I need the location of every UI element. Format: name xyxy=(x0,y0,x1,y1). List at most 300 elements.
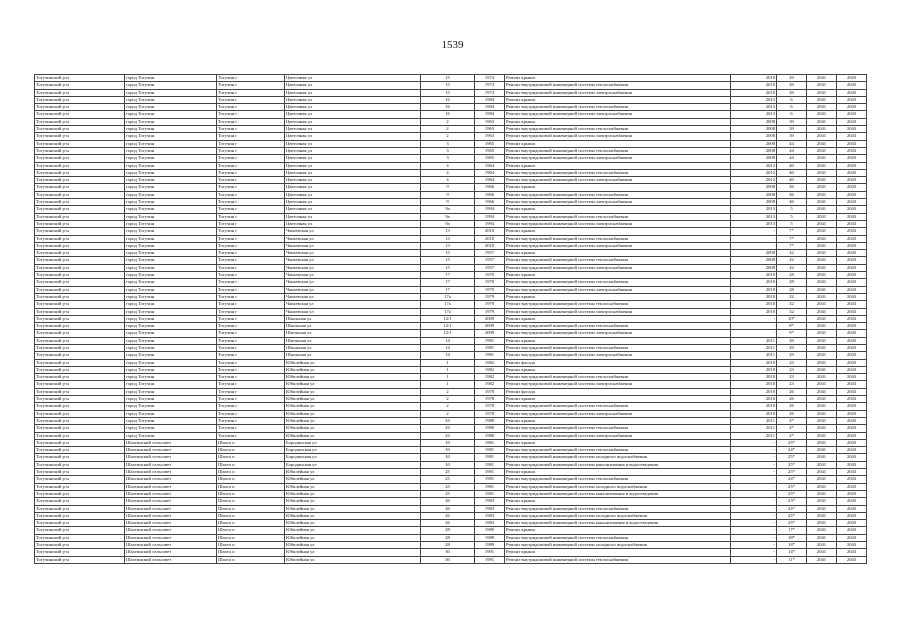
cell-build-year: 1957 xyxy=(475,257,505,264)
cell-locality: Шахта п xyxy=(217,447,285,454)
table-row xyxy=(35,549,867,556)
cell-plan-start-year: 2041 xyxy=(807,315,837,322)
cell-build-year: 1974 xyxy=(475,89,505,96)
cell-district: Тогучинский р-н xyxy=(35,126,125,133)
table-row xyxy=(35,366,867,373)
cell-district: Тогучинский р-н xyxy=(35,140,125,147)
cell-last-repair-year: - xyxy=(731,461,777,468)
cell-plan-end-year: 2043 xyxy=(837,366,867,373)
cell-plan-start-year: 2041 xyxy=(807,272,837,279)
cell-locality: Тогучин г xyxy=(217,432,285,439)
cell-plan-end-year: 2043 xyxy=(837,534,867,541)
table-body xyxy=(35,75,867,564)
cell-build-year: 1994 xyxy=(475,213,505,220)
cell-work-type: Ремонт фасада xyxy=(505,359,731,366)
cell-wear-percent: 26 xyxy=(777,396,807,403)
cell-plan-start-year: 2041 xyxy=(807,191,837,198)
cell-plan-end-year: 2043 xyxy=(837,264,867,271)
cell-locality: Тогучин г xyxy=(217,177,285,184)
cell-municipality: Шахтинский сельсовет xyxy=(125,439,217,446)
cell-build-year: 1989 xyxy=(475,542,505,549)
cell-plan-end-year: 2043 xyxy=(837,96,867,103)
cell-last-repair-year: 2013 xyxy=(731,96,777,103)
cell-municipality: город Тогучин xyxy=(125,118,217,125)
cell-district: Тогучинский р-н xyxy=(35,425,125,432)
cell-plan-start-year: 2041 xyxy=(807,169,837,176)
cell-plan-start-year: 2041 xyxy=(807,96,837,103)
table-row xyxy=(35,308,867,315)
cell-work-type: Ремонт крыши xyxy=(505,184,731,191)
repair-schedule-table xyxy=(34,74,867,564)
cell-wear-percent: 29 xyxy=(777,75,807,82)
cell-plan-start-year: 2041 xyxy=(807,220,837,227)
cell-street: Юбилейная ул xyxy=(285,396,421,403)
cell-work-type: Ремонт крыши xyxy=(505,162,731,169)
cell-build-year: 2009 xyxy=(475,330,505,337)
cell-last-repair-year: 2010 xyxy=(731,272,777,279)
cell-district: Тогучинский р-н xyxy=(35,220,125,227)
cell-locality: Тогучин г xyxy=(217,403,285,410)
cell-district: Тогучинский р-н xyxy=(35,505,125,512)
table-row xyxy=(35,396,867,403)
cell-plan-start-year: 2041 xyxy=(807,133,837,140)
cell-municipality: город Тогучин xyxy=(125,381,217,388)
cell-plan-start-year: 2041 xyxy=(807,410,837,417)
cell-last-repair-year: - xyxy=(731,505,777,512)
cell-district: Тогучинский р-н xyxy=(35,293,125,300)
cell-work-type: Ремонт внутридомовой инженерной системы электроснабжения xyxy=(505,155,731,162)
cell-municipality: Шахтинский сельсовет xyxy=(125,542,217,549)
cell-street: Цветочная ул xyxy=(285,75,421,82)
cell-wear-percent: 24* xyxy=(777,447,807,454)
cell-plan-end-year: 2043 xyxy=(837,469,867,476)
cell-work-type: Ремонт крыши xyxy=(505,527,731,534)
table-row xyxy=(35,417,867,424)
table-row xyxy=(35,534,867,541)
table-row xyxy=(35,410,867,417)
cell-wear-percent: 25* xyxy=(777,461,807,468)
cell-house-number: 3 xyxy=(421,147,475,154)
cell-wear-percent: 44 xyxy=(777,140,807,147)
cell-district: Тогучинский р-н xyxy=(35,82,125,89)
cell-locality: Тогучин г xyxy=(217,75,285,82)
cell-plan-end-year: 2043 xyxy=(837,89,867,96)
cell-locality: Шахта п xyxy=(217,512,285,519)
table-row xyxy=(35,133,867,140)
cell-plan-start-year: 2041 xyxy=(807,469,837,476)
cell-district: Тогучинский р-н xyxy=(35,147,125,154)
cell-work-type: Ремонт внутридомовой инженерной системы теплоснабжения xyxy=(505,235,731,242)
cell-locality: Шахта п xyxy=(217,549,285,556)
cell-street: Цветочная ул xyxy=(285,199,421,206)
cell-municipality: город Тогучин xyxy=(125,388,217,395)
cell-municipality: город Тогучин xyxy=(125,96,217,103)
cell-wear-percent: 46 xyxy=(777,191,807,198)
cell-district: Тогучинский р-н xyxy=(35,381,125,388)
cell-street: Цветочная ул xyxy=(285,184,421,191)
cell-plan-end-year: 2043 xyxy=(837,184,867,191)
cell-wear-percent: 2* xyxy=(777,432,807,439)
cell-plan-end-year: 2043 xyxy=(837,279,867,286)
cell-municipality: город Тогучин xyxy=(125,235,217,242)
cell-build-year: 1983 xyxy=(475,520,505,527)
cell-municipality: город Тогучин xyxy=(125,293,217,300)
cell-locality: Тогучин г xyxy=(217,133,285,140)
cell-work-type: Ремонт внутридомовой инженерной системы электроснабжения xyxy=(505,352,731,359)
table-row xyxy=(35,279,867,286)
cell-locality: Тогучин г xyxy=(217,381,285,388)
cell-work-type: Ремонт крыши xyxy=(505,469,731,476)
cell-wear-percent: 44 xyxy=(777,155,807,162)
cell-street: Цветочная ул xyxy=(285,220,421,227)
cell-locality: Тогучин г xyxy=(217,279,285,286)
cell-house-number: 25 xyxy=(421,483,475,490)
cell-locality: Тогучин г xyxy=(217,396,285,403)
cell-district: Тогучинский р-н xyxy=(35,366,125,373)
cell-district: Тогучинский р-н xyxy=(35,439,125,446)
cell-plan-start-year: 2041 xyxy=(807,534,837,541)
cell-house-number: 14 xyxy=(421,344,475,351)
table-row xyxy=(35,213,867,220)
cell-locality: Шахта п xyxy=(217,454,285,461)
cell-last-repair-year: 2008 xyxy=(731,133,777,140)
cell-work-type: Ремонт внутридомовой инженерной системы электроснабжения xyxy=(505,111,731,118)
cell-house-number: 25 xyxy=(421,469,475,476)
cell-district: Тогучинский р-н xyxy=(35,344,125,351)
cell-municipality: город Тогучин xyxy=(125,315,217,322)
cell-last-repair-year: 2010 xyxy=(731,374,777,381)
cell-work-type: Ремонт крыши xyxy=(505,366,731,373)
cell-plan-start-year: 2041 xyxy=(807,403,837,410)
cell-street: Школьная ул xyxy=(285,344,421,351)
cell-last-repair-year: 2010 xyxy=(731,301,777,308)
cell-build-year: 1981 xyxy=(475,352,505,359)
table-row xyxy=(35,75,867,82)
cell-district: Тогучинский р-н xyxy=(35,388,125,395)
cell-district: Тогучинский р-н xyxy=(35,191,125,198)
cell-plan-end-year: 2043 xyxy=(837,447,867,454)
cell-work-type: Ремонт крыши xyxy=(505,228,731,235)
cell-house-number: 9 xyxy=(421,191,475,198)
cell-house-number: 12/1 xyxy=(421,315,475,322)
cell-plan-start-year: 2041 xyxy=(807,184,837,191)
cell-last-repair-year: 2008 xyxy=(731,257,777,264)
cell-last-repair-year: 2010 xyxy=(731,381,777,388)
cell-wear-percent: 40 xyxy=(777,177,807,184)
cell-street: Цветочная ул xyxy=(285,140,421,147)
cell-work-type: Ремонт внутридомовой инженерной системы теплоснабжения xyxy=(505,279,731,286)
cell-last-repair-year: 2008 xyxy=(731,184,777,191)
cell-last-repair-year: - xyxy=(731,490,777,497)
cell-street: Юбилейная ул xyxy=(285,512,421,519)
cell-municipality: город Тогучин xyxy=(125,206,217,213)
cell-house-number: 15 xyxy=(421,82,475,89)
cell-build-year: 2009 xyxy=(475,323,505,330)
table-row xyxy=(35,388,867,395)
cell-municipality: город Тогучин xyxy=(125,279,217,286)
cell-last-repair-year: 2008 xyxy=(731,126,777,133)
cell-house-number: 4 xyxy=(421,162,475,169)
cell-wear-percent: 2* xyxy=(777,425,807,432)
cell-street: Цветочная ул xyxy=(285,169,421,176)
cell-work-type: Ремонт внутридомовой инженерной системы канализования и водоотведения xyxy=(505,490,731,497)
cell-work-type: Ремонт внутридомовой инженерной системы электроснабжения xyxy=(505,264,731,271)
cell-district: Тогучинский р-н xyxy=(35,213,125,220)
table-row xyxy=(35,82,867,89)
cell-plan-end-year: 2043 xyxy=(837,228,867,235)
cell-street: Школьная ул xyxy=(285,315,421,322)
cell-plan-start-year: 2041 xyxy=(807,126,837,133)
table-row xyxy=(35,381,867,388)
table-row xyxy=(35,439,867,446)
cell-work-type: Ремонт внутридомовой инженерной системы теплоснабжения xyxy=(505,82,731,89)
cell-plan-start-year: 2041 xyxy=(807,454,837,461)
cell-last-repair-year: 2012 xyxy=(731,162,777,169)
cell-work-type: Ремонт крыши xyxy=(505,396,731,403)
table-row xyxy=(35,498,867,505)
cell-plan-end-year: 2043 xyxy=(837,315,867,322)
cell-street: Цветочная ул xyxy=(285,177,421,184)
cell-plan-start-year: 2041 xyxy=(807,82,837,89)
cell-wear-percent: 2* xyxy=(777,417,807,424)
cell-municipality: город Тогучин xyxy=(125,366,217,373)
cell-last-repair-year: 2010 xyxy=(731,279,777,286)
cell-house-number: 15 xyxy=(421,250,475,257)
cell-wear-percent: 29 xyxy=(777,82,807,89)
cell-last-repair-year: - xyxy=(731,315,777,322)
cell-plan-start-year: 2041 xyxy=(807,111,837,118)
cell-municipality: Шахтинский сельсовет xyxy=(125,527,217,534)
cell-district: Тогучинский р-н xyxy=(35,250,125,257)
cell-wear-percent: 7* xyxy=(777,242,807,249)
cell-plan-end-year: 2043 xyxy=(837,520,867,527)
table-row xyxy=(35,505,867,512)
cell-last-repair-year: 2013 xyxy=(731,206,777,213)
cell-locality: Тогучин г xyxy=(217,118,285,125)
cell-district: Тогучинский р-н xyxy=(35,454,125,461)
cell-work-type: Ремонт внутридомовой инженерной системы теплоснабжения xyxy=(505,344,731,351)
cell-locality: Шахта п xyxy=(217,527,285,534)
cell-build-year: 1970 xyxy=(475,279,505,286)
cell-street: Юбилейная ул xyxy=(285,483,421,490)
cell-locality: Шахта п xyxy=(217,542,285,549)
cell-district: Тогучинский р-н xyxy=(35,235,125,242)
cell-plan-end-year: 2043 xyxy=(837,410,867,417)
cell-municipality: город Тогучин xyxy=(125,82,217,89)
cell-municipality: город Тогучин xyxy=(125,199,217,206)
cell-street: Цветочная ул xyxy=(285,89,421,96)
cell-house-number: 10 xyxy=(421,454,475,461)
cell-municipality: город Тогучин xyxy=(125,410,217,417)
cell-plan-start-year: 2041 xyxy=(807,301,837,308)
cell-wear-percent: 29 xyxy=(777,89,807,96)
cell-build-year: 1981 xyxy=(475,469,505,476)
cell-wear-percent: 42 xyxy=(777,264,807,271)
cell-street: Школьная ул xyxy=(285,352,421,359)
cell-locality: Шахта п xyxy=(217,483,285,490)
cell-work-type: Ремонт крыши xyxy=(505,250,731,257)
cell-district: Тогучинский р-н xyxy=(35,323,125,330)
cell-build-year: 2010 xyxy=(475,242,505,249)
cell-plan-end-year: 2043 xyxy=(837,140,867,147)
cell-plan-start-year: 2041 xyxy=(807,366,837,373)
cell-plan-start-year: 2041 xyxy=(807,177,837,184)
cell-build-year: 1994 xyxy=(475,220,505,227)
cell-work-type: Ремонт внутридомовой инженерной системы теплоснабжения xyxy=(505,126,731,133)
cell-last-repair-year: 2012 xyxy=(731,169,777,176)
cell-wear-percent: 23 xyxy=(777,381,807,388)
cell-work-type: Ремонт внутридомовой инженерной системы теплоснабжения xyxy=(505,169,731,176)
cell-plan-start-year: 2041 xyxy=(807,374,837,381)
cell-street: Юбилейная ул xyxy=(285,469,421,476)
cell-locality: Тогучин г xyxy=(217,228,285,235)
cell-last-repair-year: 2008 xyxy=(731,191,777,198)
cell-municipality: Шахтинский сельсовет xyxy=(125,469,217,476)
cell-build-year: 1980 xyxy=(475,432,505,439)
table-row xyxy=(35,220,867,227)
cell-wear-percent: 5 xyxy=(777,220,807,227)
cell-locality: Тогучин г xyxy=(217,272,285,279)
cell-build-year: 1981 xyxy=(475,483,505,490)
cell-district: Тогучинский р-н xyxy=(35,417,125,424)
cell-plan-end-year: 2043 xyxy=(837,461,867,468)
cell-build-year: 1984 xyxy=(475,104,505,111)
cell-district: Тогучинский р-н xyxy=(35,272,125,279)
cell-work-type: Ремонт внутридомовой инженерной системы электроснабжения xyxy=(505,432,731,439)
cell-wear-percent: 44 xyxy=(777,147,807,154)
cell-build-year: 1981 xyxy=(475,454,505,461)
table-row xyxy=(35,425,867,432)
cell-street: Цветочная ул xyxy=(285,162,421,169)
cell-last-repair-year: 2008 xyxy=(731,118,777,125)
cell-district: Тогучинский р-н xyxy=(35,96,125,103)
cell-street: Школьная ул xyxy=(285,323,421,330)
cell-build-year: 1989 xyxy=(475,527,505,534)
cell-district: Тогучинский р-н xyxy=(35,111,125,118)
cell-house-number: 17а xyxy=(421,301,475,308)
cell-build-year: 1966 xyxy=(475,199,505,206)
cell-build-year: 1963 xyxy=(475,133,505,140)
cell-plan-end-year: 2043 xyxy=(837,191,867,198)
table-row xyxy=(35,352,867,359)
cell-street: Цветочная ул xyxy=(285,126,421,133)
cell-last-repair-year: - xyxy=(731,498,777,505)
cell-district: Тогучинский р-н xyxy=(35,542,125,549)
cell-street: Юбилейная ул xyxy=(285,534,421,541)
cell-work-type: Ремонт внутридомовой инженерной системы канализования и водоотведения xyxy=(505,520,731,527)
cell-build-year: 1981 xyxy=(475,476,505,483)
cell-plan-end-year: 2043 xyxy=(837,155,867,162)
cell-last-repair-year: - xyxy=(731,235,777,242)
cell-plan-end-year: 2043 xyxy=(837,323,867,330)
cell-plan-start-year: 2041 xyxy=(807,483,837,490)
cell-street: Цветочная ул xyxy=(285,147,421,154)
cell-street: Юбилейная ул xyxy=(285,542,421,549)
cell-locality: Тогучин г xyxy=(217,308,285,315)
cell-district: Тогучинский р-н xyxy=(35,89,125,96)
cell-wear-percent: 24* xyxy=(777,505,807,512)
cell-build-year: 1981 xyxy=(475,490,505,497)
cell-district: Тогучинский р-н xyxy=(35,177,125,184)
cell-wear-percent: 28 xyxy=(777,286,807,293)
cell-build-year: 1964 xyxy=(475,162,505,169)
cell-district: Тогучинский р-н xyxy=(35,556,125,563)
cell-last-repair-year: - xyxy=(731,512,777,519)
cell-municipality: город Тогучин xyxy=(125,264,217,271)
table-row xyxy=(35,140,867,147)
cell-wear-percent: 39 xyxy=(777,126,807,133)
cell-district: Тогучинский р-н xyxy=(35,162,125,169)
cell-district: Тогучинский р-н xyxy=(35,527,125,534)
cell-last-repair-year: 2013 xyxy=(731,111,777,118)
cell-house-number: 10 xyxy=(421,447,475,454)
cell-work-type: Ремонт внутридомовой инженерной системы электроснабжения xyxy=(505,177,731,184)
cell-plan-start-year: 2041 xyxy=(807,476,837,483)
table-row xyxy=(35,293,867,300)
cell-plan-start-year: 2041 xyxy=(807,228,837,235)
cell-plan-start-year: 2041 xyxy=(807,520,837,527)
cell-municipality: город Тогучин xyxy=(125,133,217,140)
cell-locality: Тогучин г xyxy=(217,162,285,169)
cell-build-year: 1984 xyxy=(475,96,505,103)
cell-last-repair-year: - xyxy=(731,469,777,476)
cell-street: Юбилейная ул xyxy=(285,425,421,432)
cell-build-year: 1981 xyxy=(475,337,505,344)
cell-street: Юбилейная ул xyxy=(285,498,421,505)
cell-last-repair-year: - xyxy=(731,542,777,549)
cell-build-year: 1981 xyxy=(475,344,505,351)
cell-last-repair-year: 2013 xyxy=(731,104,777,111)
cell-wear-percent: 26 xyxy=(777,410,807,417)
cell-house-number: 17а xyxy=(421,293,475,300)
cell-plan-end-year: 2043 xyxy=(837,213,867,220)
cell-locality: Тогучин г xyxy=(217,410,285,417)
cell-work-type: Ремонт внутридомовой инженерной системы теплоснабжения xyxy=(505,425,731,432)
table-row xyxy=(35,118,867,125)
cell-work-type: Ремонт внутридомовой инженерной системы электроснабжения xyxy=(505,133,731,140)
cell-municipality: город Тогучин xyxy=(125,213,217,220)
cell-build-year: 1979 xyxy=(475,293,505,300)
cell-work-type: Ремонт внутридомовой инженерной системы теплоснабжения xyxy=(505,323,731,330)
cell-house-number: 15 xyxy=(421,89,475,96)
cell-last-repair-year: 2013 xyxy=(731,220,777,227)
cell-street: Цветочная ул xyxy=(285,206,421,213)
cell-last-repair-year: 2010 xyxy=(731,89,777,96)
cell-plan-end-year: 2043 xyxy=(837,242,867,249)
cell-build-year: 1980 xyxy=(475,425,505,432)
cell-build-year: 1957 xyxy=(475,264,505,271)
cell-house-number: 9а xyxy=(421,206,475,213)
cell-house-number: 17 xyxy=(421,272,475,279)
cell-municipality: Шахтинский сельсовет xyxy=(125,556,217,563)
cell-house-number: 3 xyxy=(421,155,475,162)
table-row xyxy=(35,520,867,527)
cell-plan-start-year: 2041 xyxy=(807,199,837,206)
cell-house-number: 9а xyxy=(421,213,475,220)
cell-municipality: Шахтинский сельсовет xyxy=(125,534,217,541)
cell-plan-end-year: 2043 xyxy=(837,396,867,403)
cell-house-number: 4 xyxy=(421,177,475,184)
cell-street: Чапаевская ул xyxy=(285,235,421,242)
cell-street: Цветочная ул xyxy=(285,155,421,162)
cell-build-year: 1965 xyxy=(475,155,505,162)
cell-plan-start-year: 2041 xyxy=(807,381,837,388)
cell-build-year: 1978 xyxy=(475,388,505,395)
cell-last-repair-year: 2008 xyxy=(731,264,777,271)
cell-plan-end-year: 2043 xyxy=(837,133,867,140)
cell-work-type: Ремонт внутридомовой инженерной системы электроснабжения xyxy=(505,199,731,206)
cell-street: Бородинская ул xyxy=(285,454,421,461)
